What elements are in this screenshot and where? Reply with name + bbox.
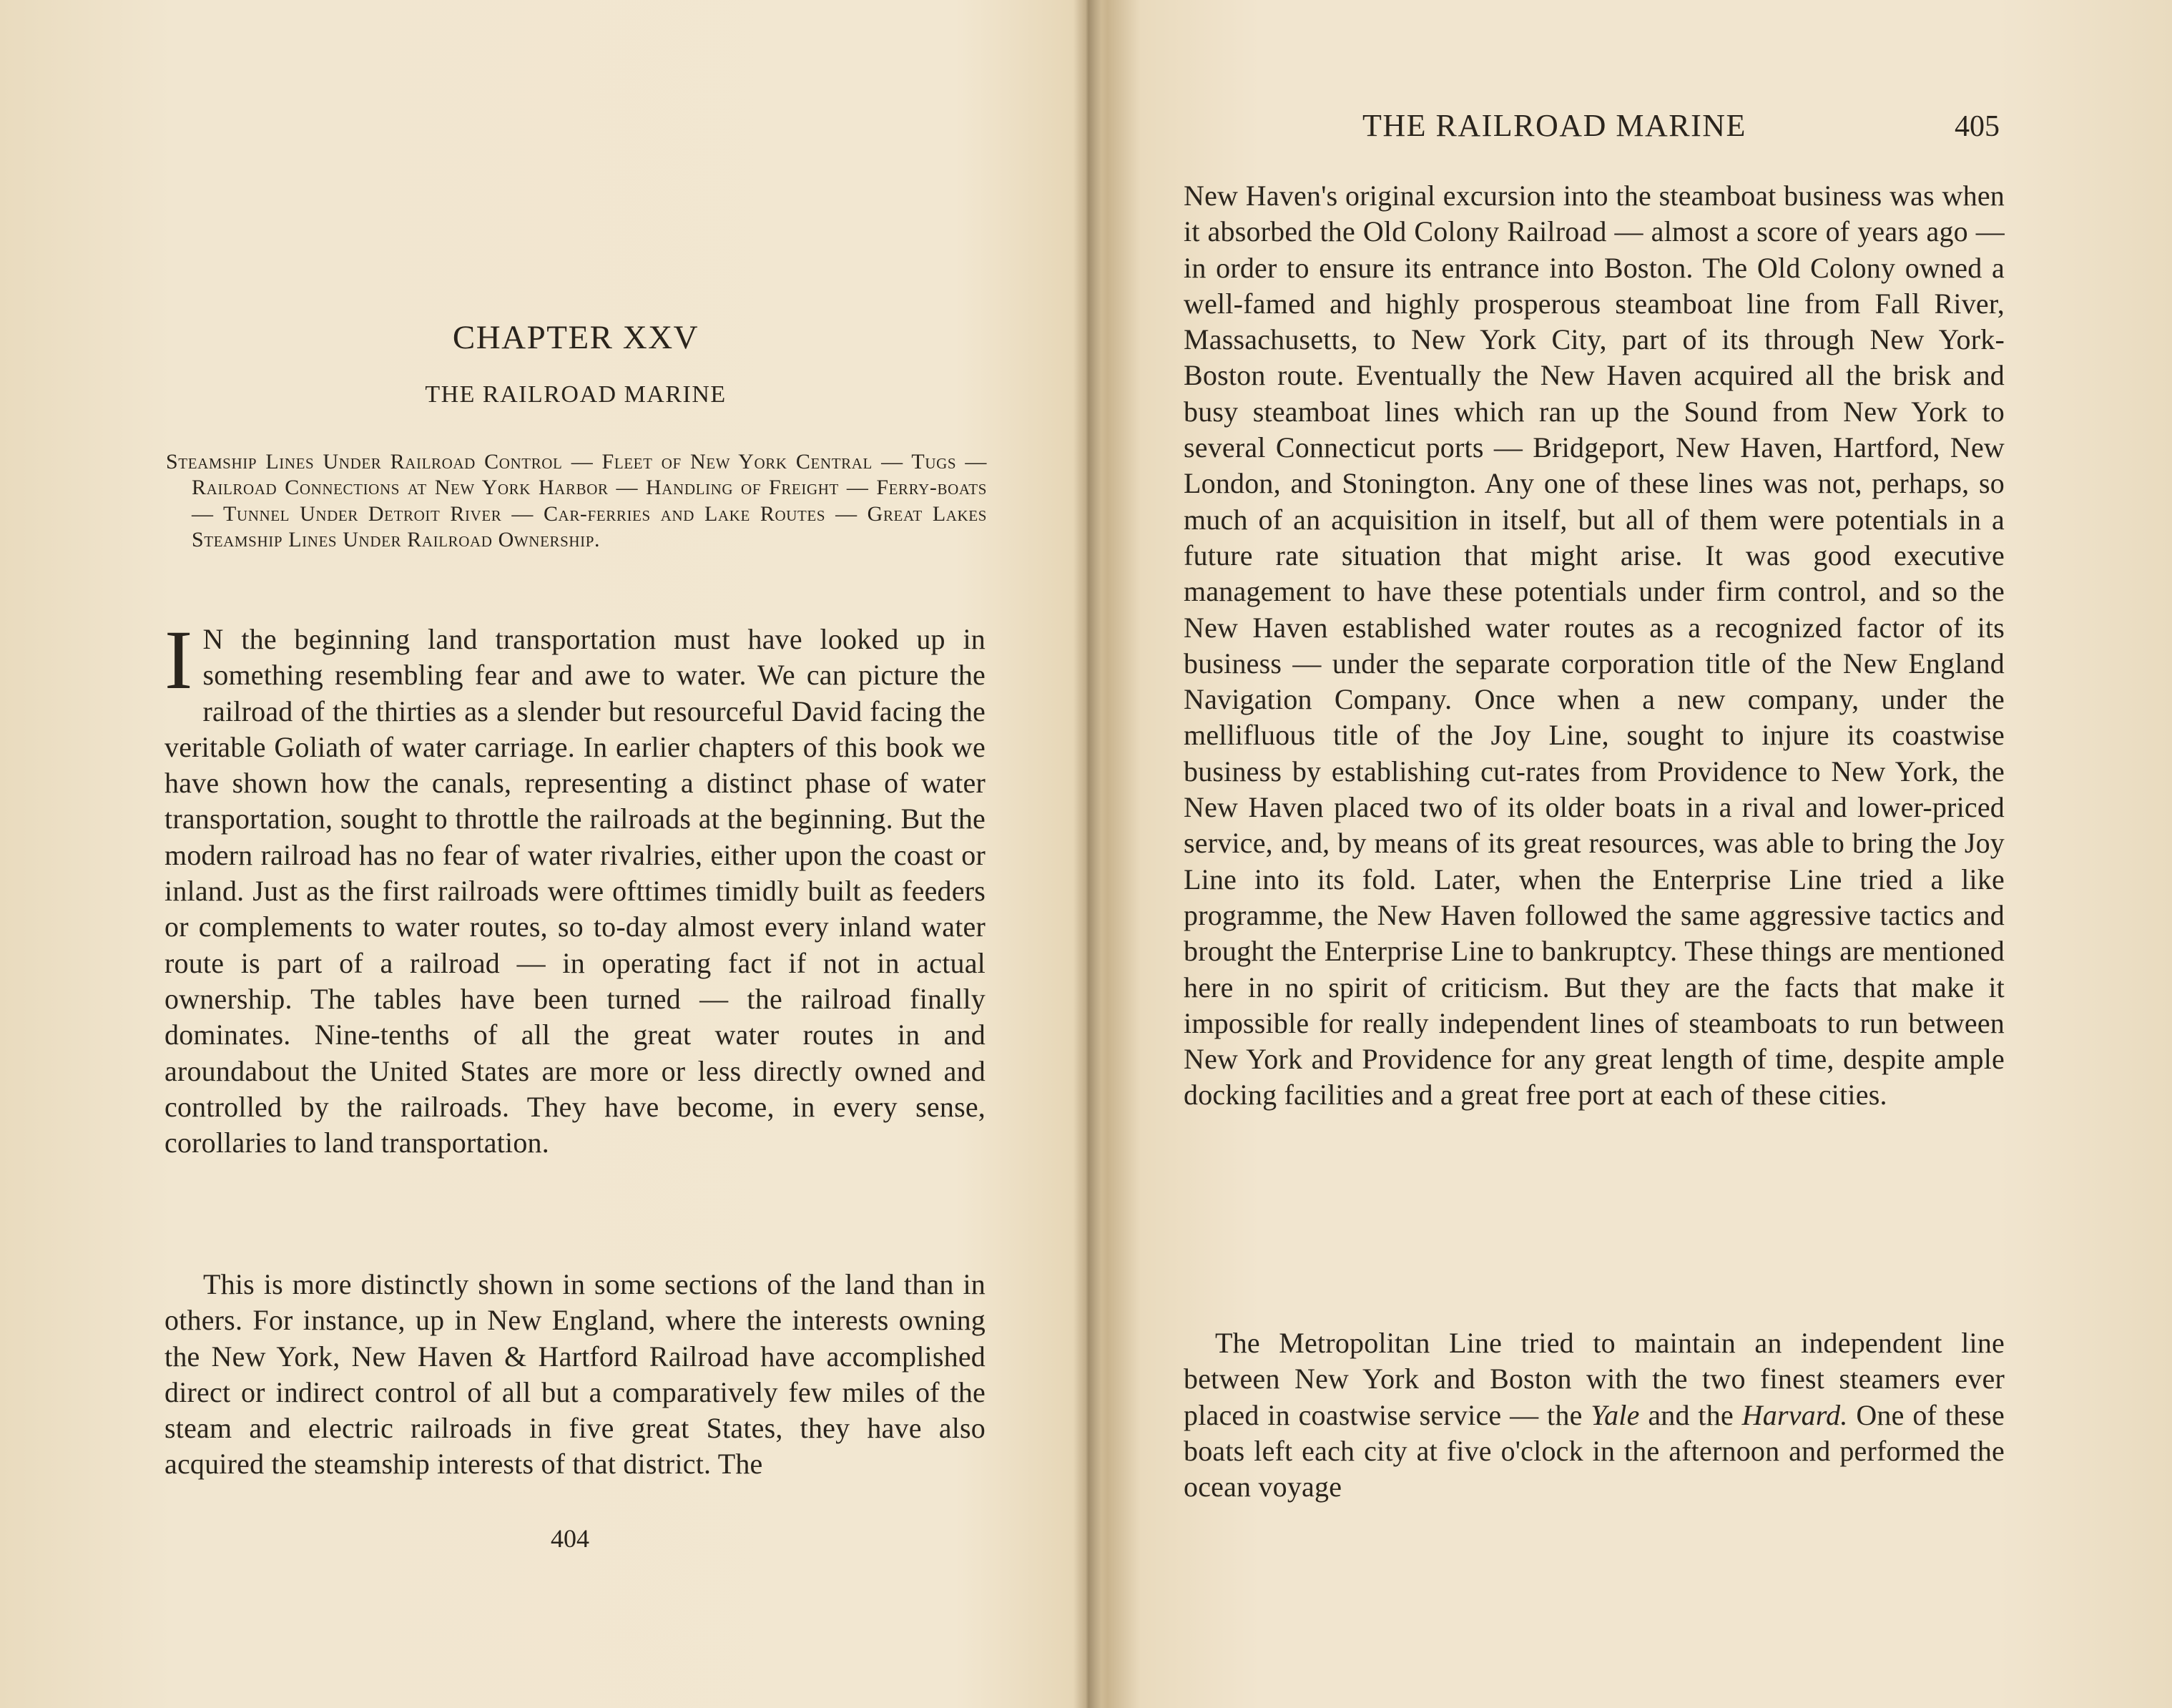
paragraph-text: N the beginning land transportation must have looked up in something resembling fear and awe to water. We can picture the railroad of the thirties as a slender but resourceful David facing the veritable Goliath of water carriage. In earlier chapters of this book we have shown how the canals, representing a distinct phase of water transportation, sought to throttle the railroads at the beginning. But the modern railroad has no fear of water rivalries, either upon the coast or inland. Just as the first railroads were ofttimes timidly built as feeders or complements to water routes, so to-day almost every inland water route is part of a railroad — in operating fact if not in actual ownership. The tables have been turned — the railroad finally dominates. Nine-tenths of all the great water routes in and aroundabout the United States are more or less directly owned and controlled by the railroads. They have become, in every sense, corollaries to land transportation. — [164, 623, 986, 1159]
left-page — [0, 0, 1083, 1708]
page-number: 405 — [1955, 110, 2000, 143]
chapter-synopsis: Steamship Lines Under Railroad Control — Fleet of New York Central — Tugs — Railroad Connections at New York Harbor — Handling of Freight — Ferry-boats — Tunnel Under Detroit River — Car-ferries and Lake Routes — Great Lakes Steamship Lines Under Railroad Ownership. — [166, 450, 987, 552]
paragraph-text: One of these boats left each city at five o'clock in the afternoon and performed the ocean voyage — [1184, 1398, 2005, 1503]
chapter-subtitle: THE RAILROAD MARINE — [425, 381, 727, 408]
chapter-title: CHAPTER XXV — [452, 319, 699, 356]
ship-name: Yale — [1591, 1398, 1640, 1431]
ship-name: Harvard. — [1741, 1398, 1848, 1431]
body-paragraph: New Haven's original excursion into the steamboat business was when it absorbed the Old Colony Railroad — almost a score of years ago — in order to ensure its entrance into Boston. The Old Colony owned a well-famed and highly prosperous steamboat line from Fall River, Massachusetts, to New York City, part of its through New York-Boston route. Eventually the New Haven acquired all the brisk and busy steamboat lines which ran up the Sound from New York to several Connecticut ports — Bridgeport, New Haven, Hartford, New London, and Stonington. Any one of these lines was not, perhaps, so much of an acquisition in itself, but all of them were potentials in a future rate situation that might arise. It was good executive management to have these potentials under firm control, and so the New Haven established water routes as a recognized factor of its business — under the separate corporation title of the New England Navigation Company. Once when a new company, under the mellifluous title of the Joy Line, sought to injure its coastwise business by establishing cut-rates from Providence to New York, the New Haven placed two of its older boats in a rival and lower-priced service, and, by means of its great resources, was able to bring the Joy Line into its fold. Later, when the Enterprise Line tried a like programme, the New Haven followed the same aggressive tactics and brought the Enterprise Line to bankruptcy. These things are mentioned here in no spirit of criticism. But they are the facts that make it impossible for really independent lines of steamboats to run between New York and Providence for any great length of time, despite ample docking facilities and a great free port at each of these cities. — [1184, 180, 2005, 1111]
body-paragraph: This is more distinctly shown in some sections of the land than in others. For instance, up in New England, where the interests owning the New York, New Haven & Hartford Railroad have accomplished direct or indirect control of all but a comparatively few miles of the steam and electric railroads in five great States, they have also acquired the steamship interests of that district. The — [164, 1268, 986, 1481]
paragraph-text: The Metropolitan Line tried to maintain an independent line between New York and Boston with the two finest steamers ever placed in coastwise service — the — [1184, 1327, 2005, 1431]
body-paragraph — [1184, 1325, 2005, 1505]
page-number: 404 — [551, 1524, 589, 1553]
drop-cap: I — [164, 613, 193, 707]
running-head: THE RAILROAD MARINE — [1362, 108, 1746, 143]
body-paragraph — [164, 613, 986, 1161]
paragraph-text: and the — [1648, 1398, 1734, 1431]
